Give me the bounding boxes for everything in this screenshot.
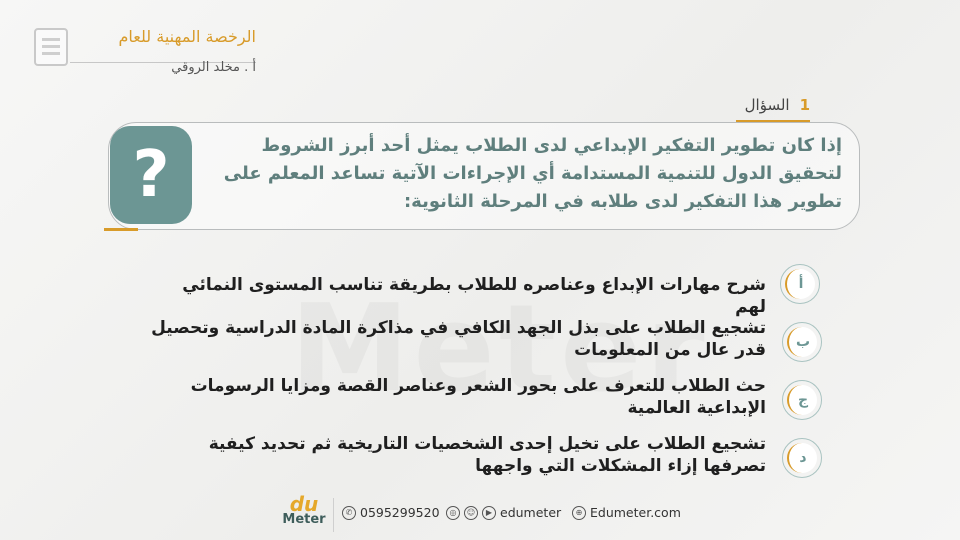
whatsapp-icon: ✆ [342,506,356,520]
option-c-letter: ج [787,385,817,415]
question-text: إذا كان تطوير التفكير الإبداعي لدى الطلاب يمثل أحد أبرز الشروط لتحقيق الدول للتنمية المستدامة أي الإجراءات الآتية تساعد المعلم على تطوير هذا التفكير لدى طلابه في المرحلة الثانوية: [223,135,842,212]
footer-website [572,505,681,520]
brand-logo-icon [34,28,68,66]
footer-divider [333,498,334,532]
brand-title: الرخصة المهنية للعام [118,27,256,46]
option-a-marker[interactable] [780,264,820,304]
question-label-text: السؤال [744,96,790,114]
question-box-accent [104,228,138,231]
option-d-letter: د [787,443,817,473]
option-b-letter: ب [787,327,817,357]
option-d-text[interactable]: تشجيع الطلاب على تخيل إحدى الشخصيات التاريخية ثم تحديد كيفية تصرفها إزاء المشكلات التي واجهها [208,434,766,476]
social-handle: edumeter [500,505,562,520]
question-number: 1 [799,96,810,114]
snapchat-icon: ☺ [464,506,478,520]
youtube-icon: ▶ [482,506,496,520]
phone-number: 0595299520 [360,505,440,520]
option-d-marker[interactable] [782,438,822,478]
option-b-text[interactable]: تشجيع الطلاب على بذل الجهد الكافي في مذاكرة المادة الدراسية وتحصيل قدر عال من المعلومات [151,318,766,360]
question-label [700,96,810,114]
edumeter-logo-top: du [289,492,319,516]
option-b-marker[interactable] [782,322,822,362]
option-a-letter: أ [785,269,815,299]
option-c-marker[interactable] [782,380,822,420]
footer-social [446,505,561,520]
footer-phone [342,505,440,520]
question-mark-icon: ? [110,126,192,224]
edumeter-logo-bottom: Meter [282,512,326,527]
option-c-text[interactable]: حث الطلاب للتعرف على بحور الشعر وعناصر القصة ومزايا الرسومات الإبداعية العالمية [190,376,766,418]
website-link[interactable]: Edumeter.com [590,505,681,520]
instagram-icon: ◎ [446,506,460,520]
option-a-text[interactable]: شرح مهارات الإبداع وعناصره للطلاب بطريقة تناسب المستوى النمائي لهم [182,275,766,317]
author-name: أ . مخلد الروقي [171,60,256,75]
globe-icon: ⊕ [572,506,586,520]
